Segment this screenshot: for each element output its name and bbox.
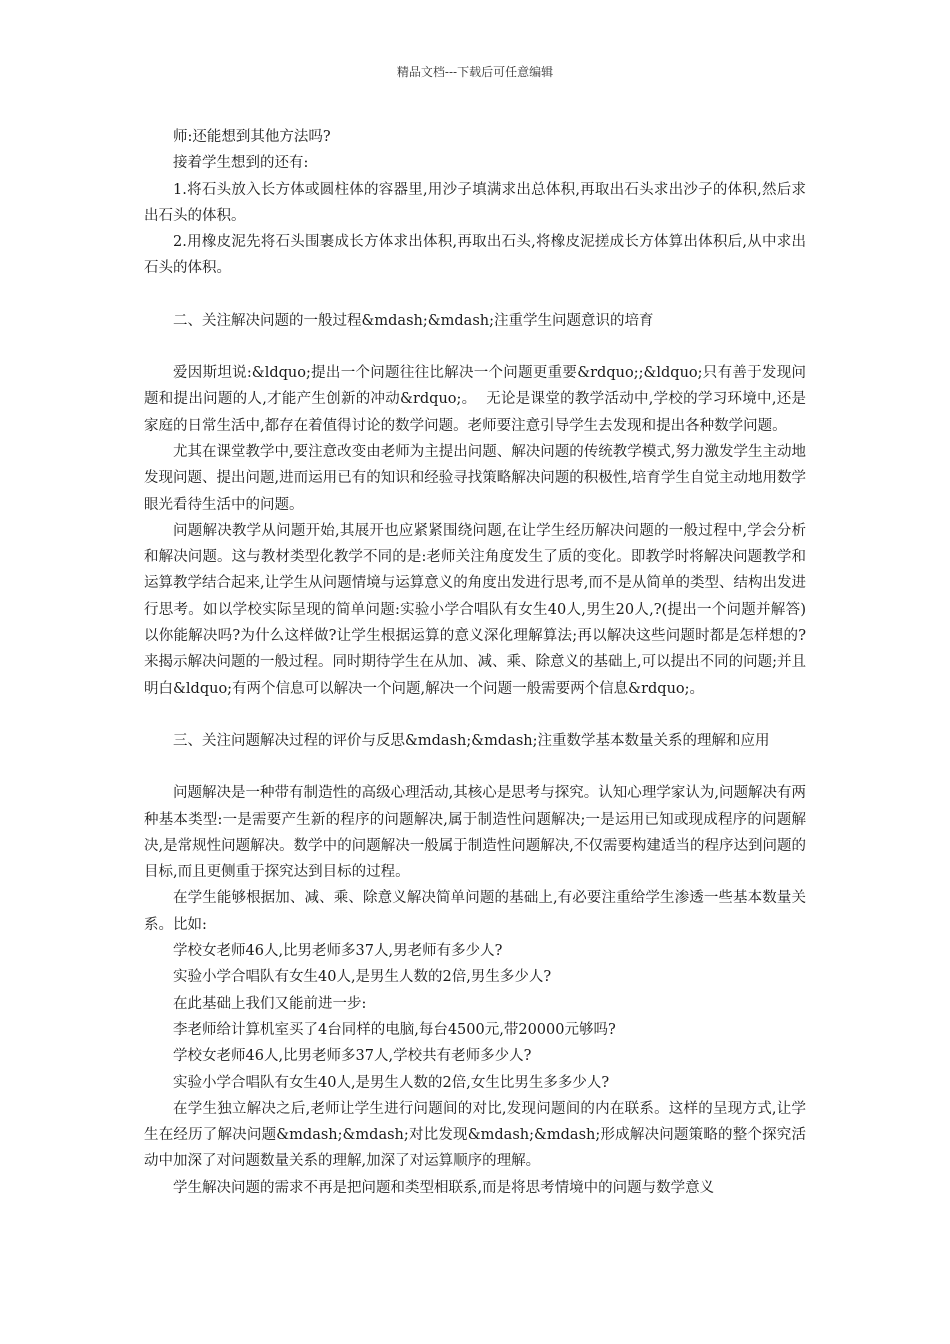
paragraph: 实验小学合唱队有女生40人,是男生人数的2倍,男生多少人? [173,969,552,986]
paragraph: 实验小学合唱队有女生40人,是男生人数的2倍,女生比男生多多少人? [173,1074,610,1091]
page-header: 精品文档---下载后可任意编辑 [396,65,554,79]
paragraph: 在学生能够根据加、减、乘、除意义解决简单问题的基础上,有必要注重给学生渗透一些基本数量关系。比如: [144,890,806,933]
section-heading: 三、关注问题解决过程的评价与反思&mdash;&mdash;注重数学基本数量关系的理解和应用 [173,732,770,749]
paragraph: 学校女老师46人,比男老师多37人,学校共有老师多少人? [173,1048,532,1065]
paragraph: 爱因斯坦说:&ldquo;提出一个问题往往比解决一个问题更重要&rdquo;;&ldquo;只有善于发现问题和提出问题的人,才能产生创新的冲动&rdquo;。 无论是课堂的教学活动中,学校的学习环境中,还是家庭的日常生活中,都存在着值得讨论的数学问题。老师要注意引导学生去发现和提出各种数学问题。 [144,365,806,434]
paragraph: 学校女老师46人,比男老师多37人,男老师有多少人? [173,943,503,960]
paragraph: 李老师给计算机室买了4台同样的电脑,每台4500元,带20000元够吗? [173,1021,616,1038]
paragraph: 问题解决是一种带有制造性的高级心理活动,其核心是思考与探究。认知心理学家认为,问题解决有两种基本类型:一是需要产生新的程序的问题解决,属于制造性问题解决;一是运用已知或现成程序的问题解决,是常规性问题解决。数学中的问题解决一般属于制造性问题解决,不仅需要构建适当的程序达到问题的目标,而且更侧重于探究达到目标的过程。 [144,785,806,881]
section-heading: 二、关注解决问题的一般过程&mdash;&mdash;注重学生问题意识的培育 [173,312,654,329]
paragraph: 尤其在课堂教学中,要注意改变由老师为主提出问题、解决问题的传统教学模式,努力激发学生主动地发现问题、提出问题,进而运用已有的知识和经验寻找策略解决问题的积极性,培育学生自觉主动地用数学眼光看待生活中的问题。 [144,443,806,513]
paragraph: 学生解决问题的需求不再是把问题和类型相联系,而是将思考情境中的问题与数学意义 [173,1179,715,1196]
paragraph: 师:还能想到其他方法吗? [173,129,331,145]
paragraph: 问题解决教学从问题开始,其展开也应紧紧围绕问题,在让学生经历解决问题的一般过程中,学会分析和解决问题。这与教材类型化教学不同的是:老师关注角度发生了质的变化。即教学时将解决问题教学和运算教学结合起来,让学生从问题情境与运算意义的角度出发进行思考,而不是从简单的类型、结构出发进行思考。如以学校实际呈现的简单问题:实验小学合唱队有女生40人,男生20人,?(提出一个问题并解答)以你能解决吗?为什么这样做?让学生根据运算的意义深化理解算法;再以解决这些问题时都是怎样想的?来揭示解决问题的一般过程。同时期待学生在从加、减、乘、除意义的基础上,可以提出不同的问题;并且明白&ldquo;有两个信息可以解决一个问题,解决一个问题一般需要两个信息&rdquo;。 [144,522,806,697]
paragraph: 在此基础上我们又能前进一步: [173,995,367,1012]
paragraph: 接着学生想到的还有: [173,155,309,172]
paragraph: 2.用橡皮泥先将石头围裹成长方体求出体积,再取出石头,将橡皮泥搓成长方体算出体积后,从中求出石头的体积。 [144,234,806,277]
paragraph: 1.将石头放入长方体或圆柱体的容器里,用沙子填满求出总体积,再取出石头求出沙子的体积,然后求出石头的体积。 [144,181,806,224]
paragraph: 在学生独立解决之后,老师让学生进行问题间的对比,发现问题间的内在联系。这样的呈现方式,让学生在经历了解决问题&mdash;&mdash;对比发现&mdash;&mdash;形成解决问题策略的整个探究活动中加深了对问题数量关系的理解,加深了对运算顺序的理解。 [144,1100,806,1170]
document-body [144,124,806,1201]
